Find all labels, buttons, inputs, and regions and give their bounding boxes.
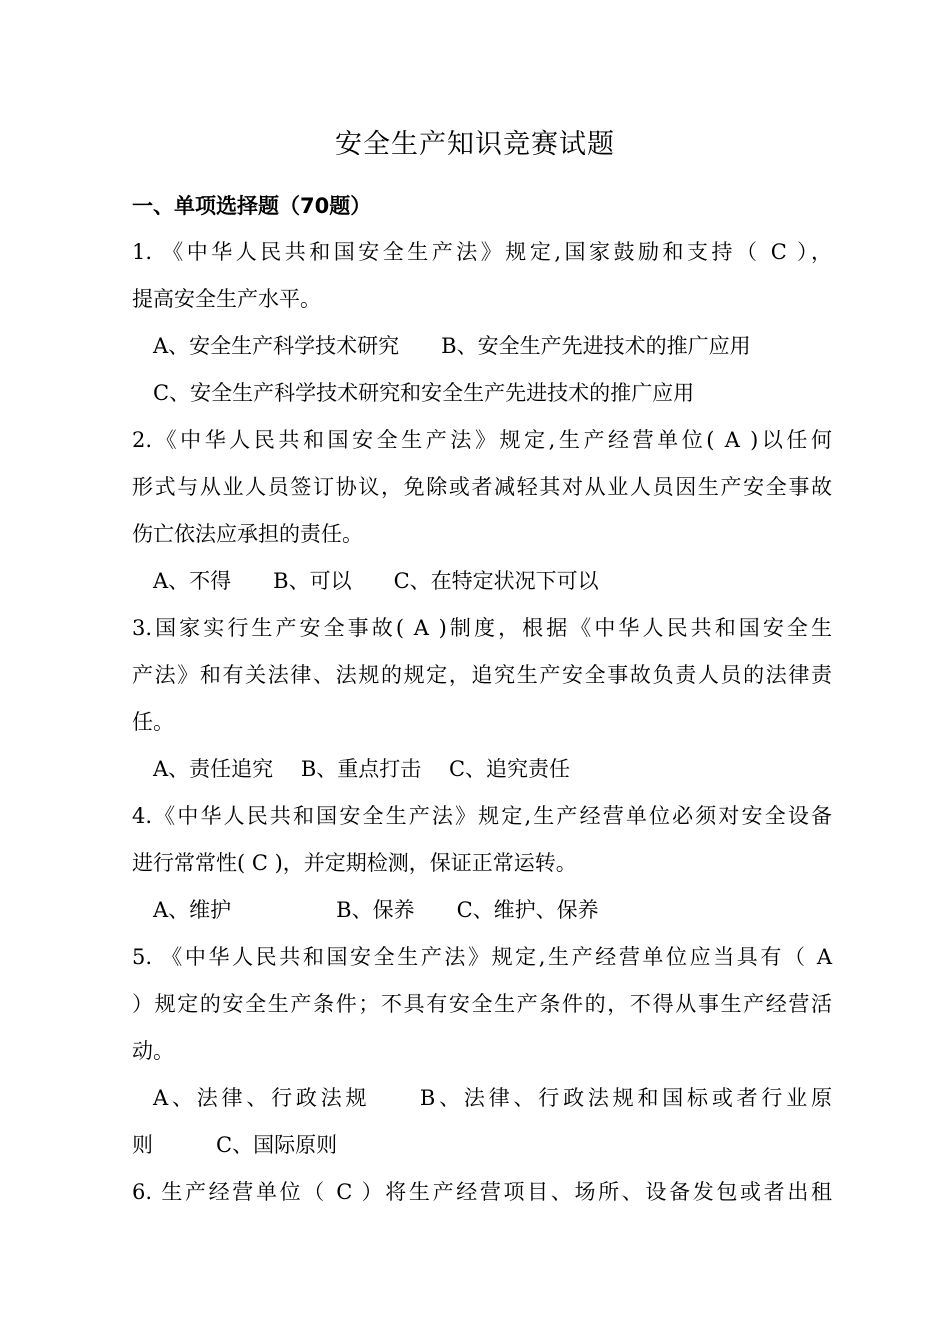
question-1-line-1: 1. 《中华人民共和国安全生产法》规定,国家鼓励和支持（ C ）， xyxy=(132,240,832,264)
question-3-options: A、责任追究 B、重点打击 C、追究责任 xyxy=(153,757,571,781)
question-5-line-3: 动。 xyxy=(132,1039,174,1063)
question-2-options: A、不得 B、可以 C、在特定状况下可以 xyxy=(153,569,599,593)
question-2-line-1: 2.《中华人民共和国安全生产法》规定,生产经营单位( A )以任何 xyxy=(132,428,832,452)
question-4-line-2: 进行常常性( C )，并定期检测，保证正常运转。 xyxy=(132,851,577,875)
question-1-option-c: C、安全生产科学技术研究和安全生产先进技术的推广应用 xyxy=(153,381,695,405)
question-5-options-line-1: A、法律、行政法规 B、法律、行政法规和国标或者行业原 xyxy=(153,1086,832,1110)
question-5-line-1: 5. 《中华人民共和国安全生产法》规定,生产经营单位应当具有（ A xyxy=(132,945,832,969)
question-4-line-1: 4.《中华人民共和国安全生产法》规定,生产经营单位必须对安全设备 xyxy=(132,804,832,828)
question-2-line-3: 伤亡依法应承担的责任。 xyxy=(132,522,363,546)
question-3-line-3: 任。 xyxy=(132,710,174,734)
document-title: 安全生产知识竞赛试题 xyxy=(335,129,615,160)
section-heading: 一、单项选择题（70题） xyxy=(132,194,372,218)
question-3-line-1: 3.国家实行生产安全事故( A )制度，根据《中华人民共和国安全生 xyxy=(132,616,832,640)
question-5-options-line-2: 则 C、国际原则 xyxy=(132,1133,338,1157)
question-3-line-2: 产法》和有关法律、法规的规定，追究生产安全事故负责人员的法律责 xyxy=(132,663,832,687)
question-5-line-2: ）规定的安全生产条件；不具有安全生产条件的，不得从事生产经营活 xyxy=(132,992,832,1016)
question-1-line-2: 提高安全生产水平。 xyxy=(132,287,321,311)
question-1-options-ab: A、安全生产科学技术研究 B、安全生产先进技术的推广应用 xyxy=(153,334,751,358)
question-2-line-2: 形式与从业人员签订协议，免除或者减轻其对从业人员因生产安全事故 xyxy=(132,475,832,499)
question-6-line-1: 6. 生产经营单位（ C ）将生产经营项目、场所、设备发包或者出租 xyxy=(132,1180,832,1204)
question-4-options: A、维护 B、保养 C、维护、保养 xyxy=(153,898,599,922)
